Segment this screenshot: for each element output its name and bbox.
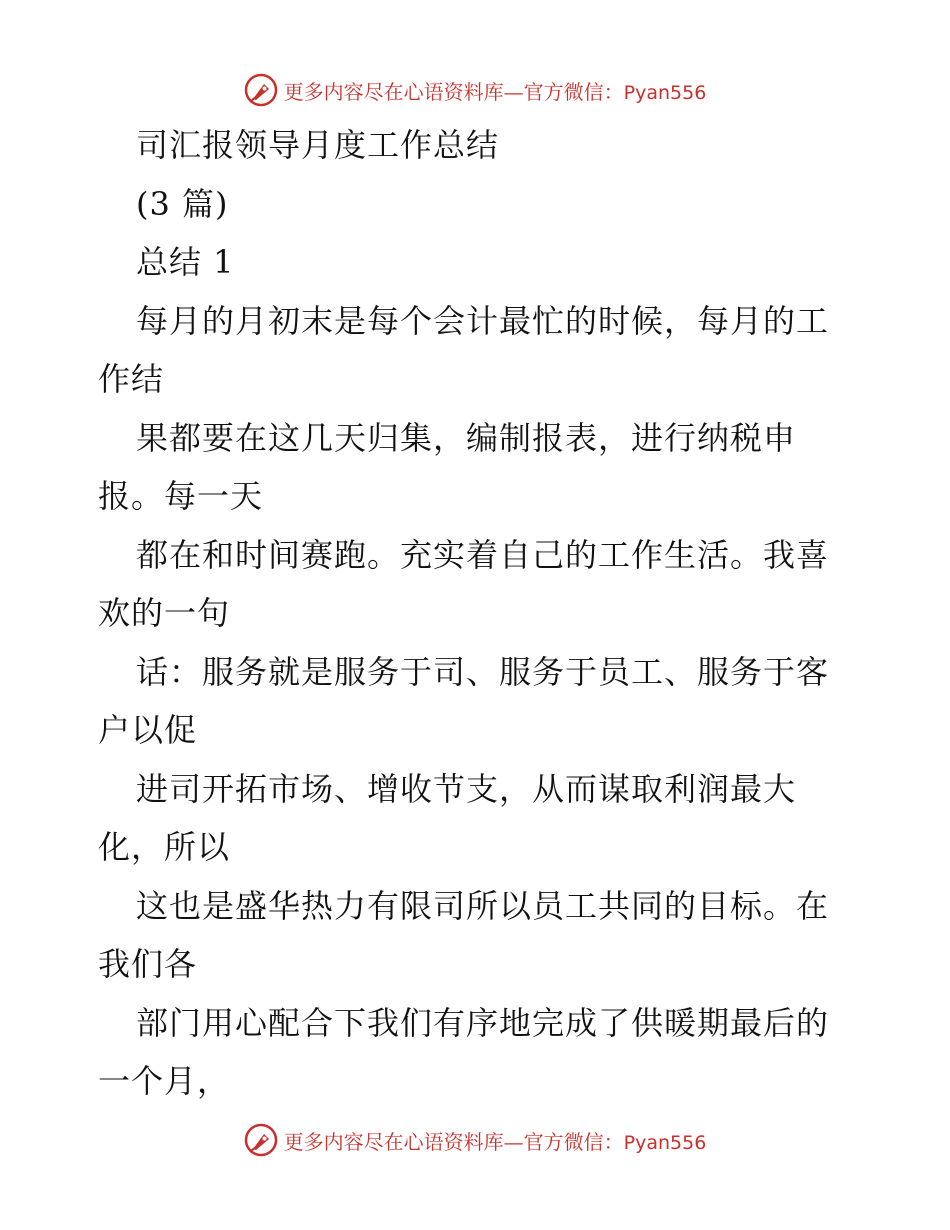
- paragraph-line: 这也是盛华热力有限司所以员工共同的目标。在: [136, 886, 830, 925]
- header-banner-text: [284, 76, 707, 105]
- footer-banner-contact: Pyan556: [623, 1131, 707, 1154]
- paragraph-line: 进司开拓市场、增收节支，从而谋取利润最大: [136, 769, 797, 808]
- document-title: 司汇报领导月度工作总结: [136, 126, 500, 164]
- footer-banner-inner: [244, 1123, 707, 1157]
- paragraph-line: 户以促: [98, 711, 198, 749]
- paragraph-line: 化，所以: [98, 828, 231, 866]
- document-body: [98, 116, 858, 1111]
- paragraph-line: 都在和时间赛跑。充实着自己的工作生活。我喜: [136, 535, 830, 574]
- paragraph-line: 话：服务就是服务于司、服务于员工、服务于客: [136, 652, 830, 691]
- paragraph-line: 欢的一句: [98, 594, 231, 632]
- document-subtitle: (3 篇): [136, 184, 229, 223]
- footer-banner-message: 更多内容尽在心语资料库—官方微信：: [283, 1129, 624, 1154]
- header-banner-inner: [244, 73, 707, 107]
- header-banner-contact: Pyan556: [623, 81, 707, 104]
- header-banner-message: 更多内容尽在心语资料库—官方微信：: [283, 79, 624, 104]
- paragraph-line: 我们各: [98, 945, 198, 983]
- pen-nib-logo-icon: [244, 1123, 278, 1157]
- header-banner: [0, 70, 950, 110]
- footer-banner: [0, 1120, 950, 1160]
- paragraph-line: 一个月，: [98, 1062, 231, 1100]
- paragraph-line: 作结: [98, 360, 165, 398]
- paragraph-line: 每月的月初末是每个会计最忙的时候，每月的工: [136, 301, 830, 340]
- paragraph-line: 部门用心配合下我们有序地完成了供暖期最后的: [136, 1003, 830, 1042]
- paragraph-line: 果都要在这几天归集，编制报表，进行纳税申: [136, 418, 797, 457]
- footer-banner-text: [284, 1126, 707, 1155]
- section-heading: 总结 1: [136, 243, 235, 281]
- pen-nib-logo-icon: [244, 73, 278, 107]
- paragraph-line: 报。每一天: [98, 477, 264, 515]
